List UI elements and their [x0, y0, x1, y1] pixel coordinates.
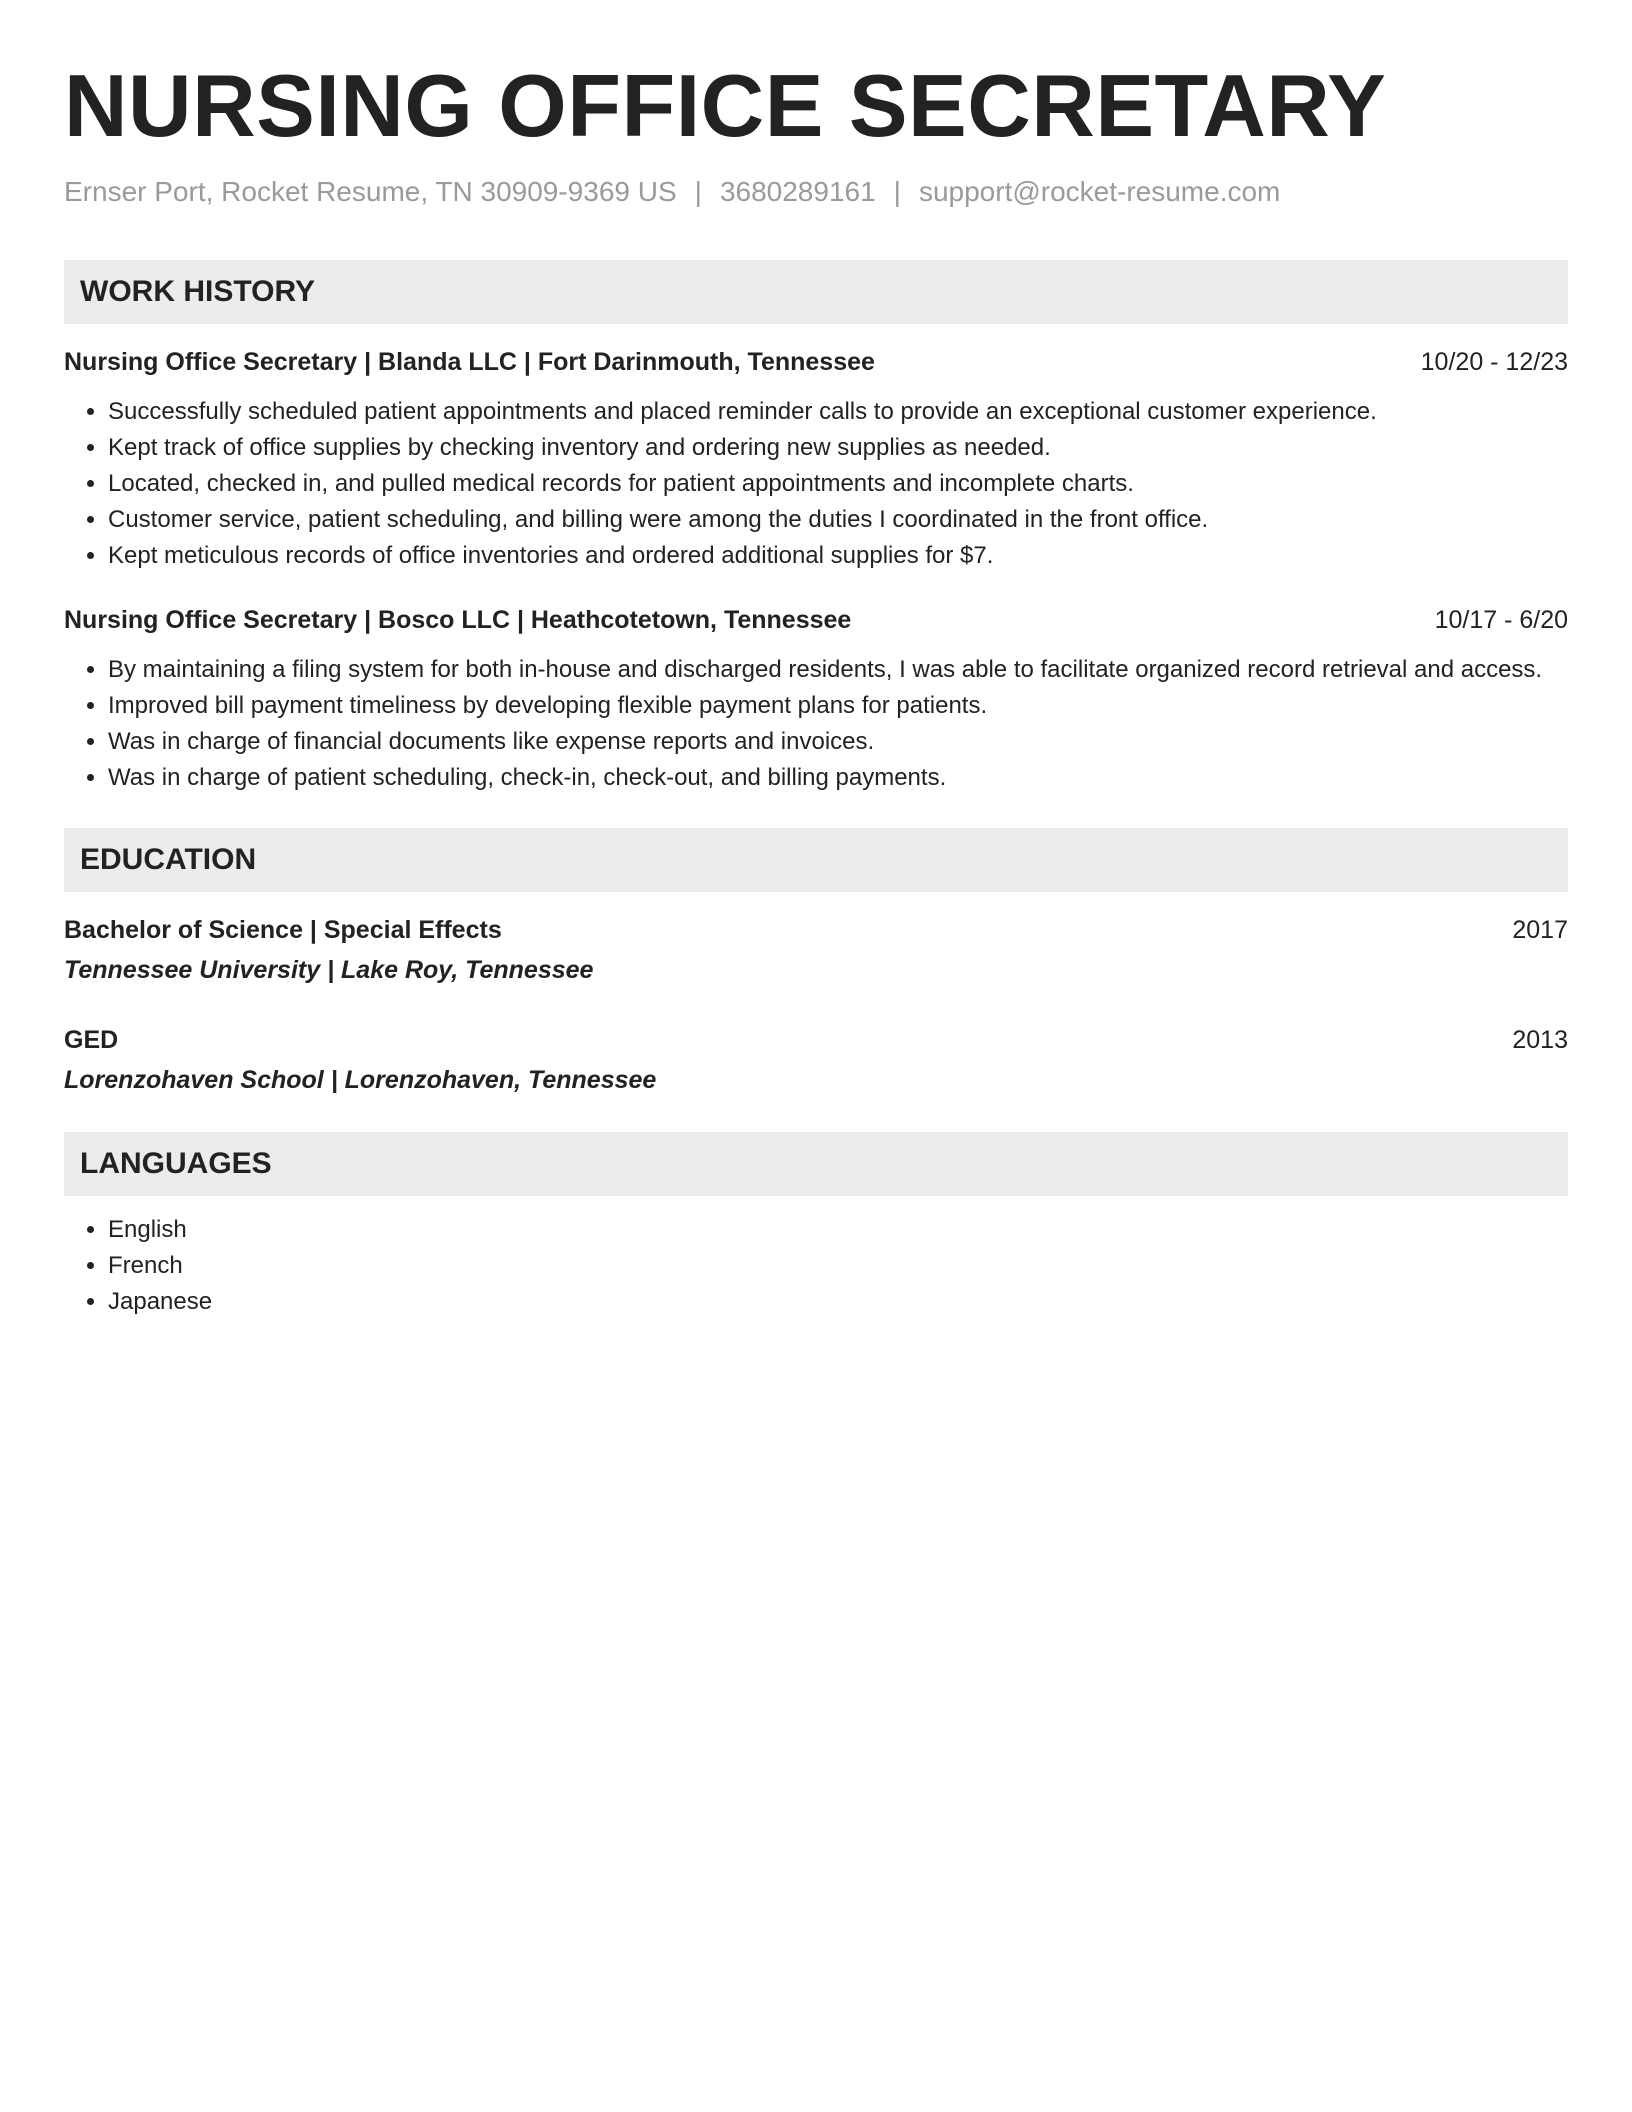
job-bullets	[64, 652, 1568, 796]
education-entry	[64, 910, 1568, 990]
section-header-education: EDUCATION	[64, 828, 1568, 892]
language-item: • French	[108, 1248, 1568, 1284]
job-dates: 10/20 - 12/23	[1420, 348, 1568, 376]
job-entry	[64, 600, 1568, 796]
education-entry	[64, 1020, 1568, 1100]
language-list	[64, 1212, 1568, 1320]
contact-separator: |	[694, 176, 702, 207]
job-heading-row	[64, 342, 1568, 382]
contact-separator: |	[893, 176, 901, 207]
contact-phone: 3680289161	[719, 176, 876, 207]
job-bullet: • Customer service, patient scheduling, and billing were among the duties I coordinated in the front office.	[108, 502, 1568, 538]
job-bullet: • Located, checked in, and pulled medical records for patient appointments and incomplete charts.	[108, 466, 1568, 502]
contact-email: support@rocket-resume.com	[918, 176, 1281, 207]
job-heading-row	[64, 600, 1568, 640]
education-heading-row	[64, 1020, 1568, 1060]
job-bullet: • By maintaining a filing system for both in-house and discharged residents, I was able to facilitate organized record retrieval and access.	[108, 652, 1568, 688]
contact-line	[64, 174, 1568, 210]
contact-address: Ernser Port, Rocket Resume, TN 30909-9369 US	[64, 176, 677, 207]
job-bullet: • Successfully scheduled patient appointments and placed reminder calls to provide an exceptional customer experience.	[108, 394, 1568, 430]
job-entry	[64, 342, 1568, 574]
education-heading-row	[64, 910, 1568, 950]
section-header-work-history: WORK HISTORY	[64, 260, 1568, 324]
graduation-year: 2013	[1512, 1026, 1568, 1054]
graduation-year: 2017	[1512, 916, 1568, 944]
job-bullet: • Kept meticulous records of office inventories and ordered additional supplies for $7.	[108, 538, 1568, 574]
job-dates: 10/17 - 6/20	[1434, 606, 1568, 634]
job-bullet: • Kept track of office supplies by checking inventory and ordering new supplies as needed.	[108, 430, 1568, 466]
school-name: Lorenzohaven School | Lorenzohaven, Tennessee	[64, 1066, 657, 1094]
candidate-name: NURSING OFFICE SECRETARY	[64, 56, 1387, 155]
job-bullet: • Improved bill payment timeliness by developing flexible payment plans for patients.	[108, 688, 1568, 724]
job-bullet: • Was in charge of patient scheduling, check-in, check-out, and billing payments.	[108, 760, 1568, 796]
job-title: Nursing Office Secretary | Bosco LLC | Heathcotetown, Tennessee	[64, 606, 852, 634]
degree: GED	[64, 1026, 119, 1054]
job-bullet: • Was in charge of financial documents like expense reports and invoices.	[108, 724, 1568, 760]
degree: Bachelor of Science | Special Effects	[64, 916, 502, 944]
job-title: Nursing Office Secretary | Blanda LLC | Fort Darinmouth, Tennessee	[64, 348, 875, 376]
school-name: Tennessee University | Lake Roy, Tennessee	[64, 956, 594, 984]
job-bullets	[64, 394, 1568, 574]
language-item: • English	[108, 1212, 1568, 1248]
language-item: • Japanese	[108, 1284, 1568, 1320]
section-header-languages: LANGUAGES	[64, 1132, 1568, 1196]
